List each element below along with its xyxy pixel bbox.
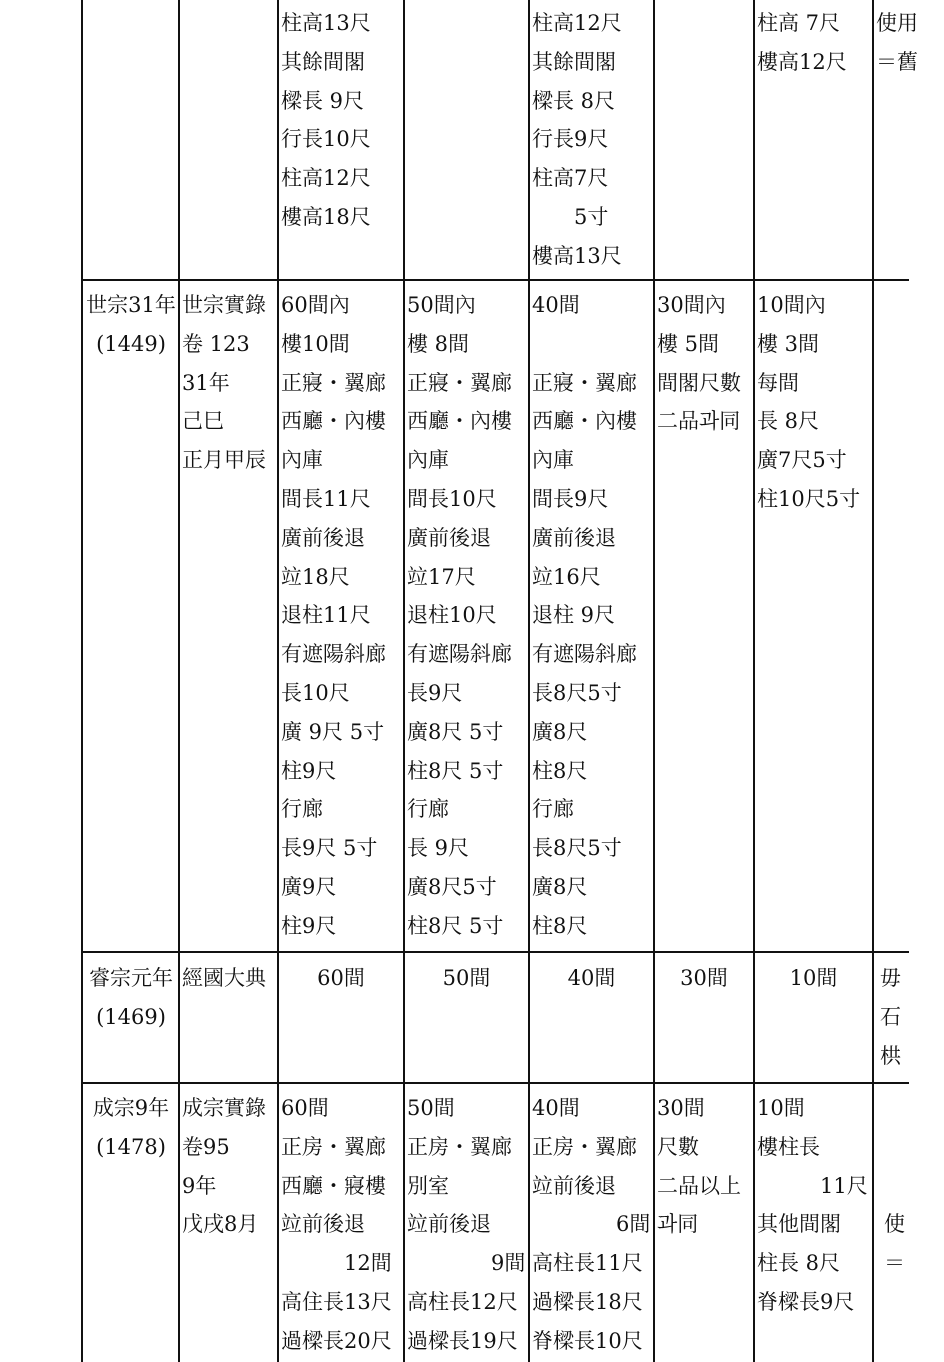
cell-line: 10間內	[757, 293, 826, 317]
cell-line: 5寸	[532, 204, 609, 229]
cell-line: 樓高18尺	[281, 204, 371, 229]
cell-line: 二品以上	[657, 1173, 741, 1198]
cell-line: 正房・翼廊	[407, 1134, 512, 1159]
cell-line: 正房・翼廊	[532, 1134, 637, 1159]
column-rule	[653, 0, 655, 1362]
row-rule	[81, 279, 909, 281]
cell-note	[884, 1089, 944, 1283]
cell-line: 樓柱長	[757, 1134, 820, 1159]
cell-line: 柱8尺	[532, 758, 588, 783]
cell-line: 廣前後退	[407, 525, 491, 550]
cell-line: 樓10間	[281, 331, 350, 356]
cell-line: 6間	[532, 1212, 651, 1237]
cell-line: 竝16尺	[532, 564, 601, 589]
cell-line: 12間	[281, 1251, 392, 1276]
column-rule	[528, 0, 530, 1362]
cell-line	[884, 1167, 944, 1206]
cell-line: 長9尺	[407, 680, 463, 705]
cell-line: 長9尺 5寸	[281, 836, 378, 861]
cell-note	[880, 959, 940, 1075]
cell-line: 柱8尺 5寸	[407, 758, 504, 783]
cell-line: 行長9尺	[532, 127, 609, 152]
cell-line: 其他間閣	[757, 1212, 841, 1237]
cell-line: 退柱 9尺	[532, 603, 616, 628]
cell-30	[657, 1089, 753, 1244]
cell-era	[83, 959, 179, 1037]
cell-line: 戊戌8月	[182, 1212, 259, 1237]
cell-line: 正寢・翼廊	[281, 370, 386, 395]
cell-line: 竝前後退	[532, 1173, 616, 1198]
cell-line: 正月甲辰	[182, 448, 266, 473]
cell-line: 西廳・內樓	[407, 409, 512, 434]
cell-line: 廣8尺	[532, 719, 588, 744]
cell-line: 行廊	[532, 797, 574, 822]
cell-line: 60間	[281, 1096, 329, 1120]
row-rule	[81, 1082, 909, 1084]
cell-line: 柱高12尺	[532, 11, 622, 35]
cell-40	[532, 286, 653, 946]
cell-line: 正寢・翼廊	[532, 370, 637, 395]
cell-source	[182, 1089, 277, 1244]
cell-line: 長 8尺	[757, 409, 820, 434]
cell-line: 60間	[317, 966, 365, 990]
cell-line: 二品과同	[657, 409, 741, 434]
cell-line: 樓高12尺	[757, 49, 847, 74]
cell-source	[182, 286, 277, 480]
cell-40	[532, 4, 653, 276]
cell-line: 別室	[407, 1173, 449, 1198]
cell-line: 柱9尺	[281, 758, 337, 783]
cell-line: 己巳	[182, 409, 224, 434]
cell-line: 柱高12尺	[281, 166, 371, 191]
cell-line: 西廳・寢樓	[281, 1173, 386, 1198]
cell-line: 卷 123	[182, 331, 250, 356]
cell-line: 尺數	[657, 1134, 699, 1159]
cell-line: 40間	[532, 1096, 580, 1120]
cell-line: 柱高7尺	[532, 166, 609, 191]
cell-line: 間長10尺	[407, 486, 497, 511]
cell-line: 過樑長19尺	[407, 1328, 518, 1353]
cell-line: 脊樑長10尺	[532, 1328, 643, 1353]
cell-line	[532, 325, 653, 364]
cell-line: 卷95	[182, 1134, 230, 1159]
cell-30	[657, 286, 753, 441]
cell-line: 50間	[407, 1096, 455, 1120]
cell-40	[532, 1089, 653, 1361]
cell-line: 使用	[876, 11, 918, 35]
cell-line: 40間	[567, 966, 616, 990]
cell-line: 退柱11尺	[281, 603, 371, 628]
column-rule	[753, 0, 755, 1362]
cell-line: 有遮陽斜廊	[407, 642, 512, 667]
cell-line: 廣前後退	[281, 525, 365, 550]
cell-line: 樓 5間	[657, 331, 720, 356]
cell-line: 柱高 7尺	[757, 11, 841, 35]
cell-line: 樓 8間	[407, 331, 470, 356]
cell-line: 樑長 9尺	[281, 88, 365, 113]
cell-line: 廣8尺	[532, 874, 588, 899]
cell-line: 廣前後退	[532, 525, 616, 550]
cell-line	[884, 1089, 944, 1128]
cell-10	[757, 1089, 872, 1322]
cell-line: 과同	[657, 1212, 699, 1237]
column-rule	[277, 0, 279, 1362]
cell-line: 行廊	[281, 797, 323, 822]
cell-line: 竝18尺	[281, 564, 350, 589]
cell-line: 30間	[680, 966, 728, 990]
cell-line: 40間	[532, 293, 580, 317]
cell-line: 柱高13尺	[281, 11, 371, 35]
cell-line: 竝前後退	[281, 1212, 365, 1237]
cell-line: 間長9尺	[532, 486, 609, 511]
cell-line: 成宗9年	[92, 1096, 170, 1120]
cell-line: 世宗實錄	[182, 293, 266, 317]
cell-line: 栱	[880, 1043, 901, 1068]
cell-line: 經國大典	[182, 966, 266, 990]
cell-60	[281, 286, 403, 946]
cell-era	[83, 286, 179, 364]
cell-line: 9間	[407, 1251, 526, 1276]
cell-line: 長 9尺	[407, 836, 470, 861]
cell-line: 西廳・內樓	[532, 409, 637, 434]
cell-60	[281, 1089, 403, 1361]
cell-line	[884, 1128, 944, 1167]
cell-line: 石	[880, 1004, 901, 1029]
cell-line: 柱8尺 5寸	[407, 913, 504, 938]
cell-50	[407, 286, 528, 946]
cell-60	[281, 4, 403, 237]
row-rule	[81, 951, 909, 953]
cell-line: 其餘間閣	[532, 49, 616, 74]
cell-line: 正房・翼廊	[281, 1134, 386, 1159]
cell-line: 正寢・翼廊	[407, 370, 512, 395]
cell-line: 其餘間閣	[281, 49, 365, 74]
cell-50	[405, 959, 528, 998]
cell-line: 長10尺	[281, 680, 350, 705]
cell-line: 廣7尺5寸	[757, 448, 847, 473]
cell-source	[182, 959, 277, 998]
cell-line: 樓 3間	[757, 331, 820, 356]
cell-line: 成宗實錄	[182, 1096, 266, 1120]
cell-line: 退柱10尺	[407, 603, 497, 628]
cell-line: 10間	[789, 966, 838, 990]
cell-line: 有遮陽斜廊	[281, 642, 386, 667]
cell-line: 50間	[442, 966, 491, 990]
cell-30	[655, 959, 753, 998]
cell-10	[757, 286, 872, 519]
cell-line: (1449)	[96, 331, 166, 356]
cell-line: 世宗31年	[86, 293, 176, 317]
cell-line: 樑長 8尺	[532, 88, 616, 113]
cell-line: 過樑長20尺	[281, 1328, 392, 1353]
cell-line: 間閣尺數	[657, 370, 741, 395]
cell-60	[279, 959, 403, 998]
cell-line: 10間	[757, 1096, 805, 1120]
cell-line: 柱9尺	[281, 913, 337, 938]
cell-line: 50間內	[407, 293, 476, 317]
cell-line: 過樑長18尺	[532, 1289, 643, 1314]
cell-line: 9年	[182, 1173, 217, 1198]
cell-line: 竝前後退	[407, 1212, 491, 1237]
cell-line: 行廊	[407, 797, 449, 822]
column-rule	[872, 0, 874, 1362]
cell-line: 60間內	[281, 293, 350, 317]
cell-line: 間長11尺	[281, 486, 371, 511]
cell-line: 高柱長12尺	[407, 1289, 518, 1314]
cell-line: 31年	[182, 370, 230, 395]
cell-line: 竝17尺	[407, 564, 476, 589]
cell-line: (1469)	[96, 1004, 166, 1029]
cell-line: 睿宗元年	[89, 966, 173, 990]
cell-line: 高住長13尺	[281, 1289, 392, 1314]
cell-line: 內庫	[407, 448, 449, 473]
cell-line: 長8尺5寸	[532, 836, 622, 861]
cell-line: 柱長 8尺	[757, 1251, 841, 1276]
cell-line: 樓高13尺	[532, 243, 622, 268]
cell-line: 柱10尺5寸	[757, 486, 861, 511]
cell-line: 使	[884, 1212, 905, 1237]
cell-10	[755, 959, 872, 998]
cell-line: 每間	[757, 370, 799, 395]
cell-40	[530, 959, 653, 998]
cell-line: (1478)	[96, 1134, 166, 1159]
cell-line: 行長10尺	[281, 127, 371, 152]
cell-line: 廣8尺 5寸	[407, 719, 504, 744]
cell-line: 西廳・內樓	[281, 409, 386, 434]
cell-line: ＝	[884, 1251, 905, 1276]
cell-line: 廣9尺	[281, 874, 337, 899]
cell-line: 柱8尺	[532, 913, 588, 938]
cell-line: 脊樑長9尺	[757, 1289, 855, 1314]
column-rule	[403, 0, 405, 1362]
cell-line: 廣8尺5寸	[407, 874, 497, 899]
cell-line: 內庫	[281, 448, 323, 473]
cell-era	[83, 1089, 179, 1167]
cell-line: 11尺	[757, 1173, 868, 1198]
cell-line: 毋	[880, 966, 901, 990]
cell-line: ＝舊	[876, 49, 918, 74]
cell-line: 廣 9尺 5寸	[281, 719, 385, 744]
cell-10	[757, 4, 872, 82]
cell-line: 30間	[657, 1096, 705, 1120]
cell-line: 長8尺5寸	[532, 680, 622, 705]
cell-note	[876, 4, 936, 82]
cell-line: 30間內	[657, 293, 726, 317]
cell-line: 有遮陽斜廊	[532, 642, 637, 667]
cell-50	[407, 1089, 528, 1361]
cell-line: 內庫	[532, 448, 574, 473]
cell-line: 高柱長11尺	[532, 1251, 643, 1276]
